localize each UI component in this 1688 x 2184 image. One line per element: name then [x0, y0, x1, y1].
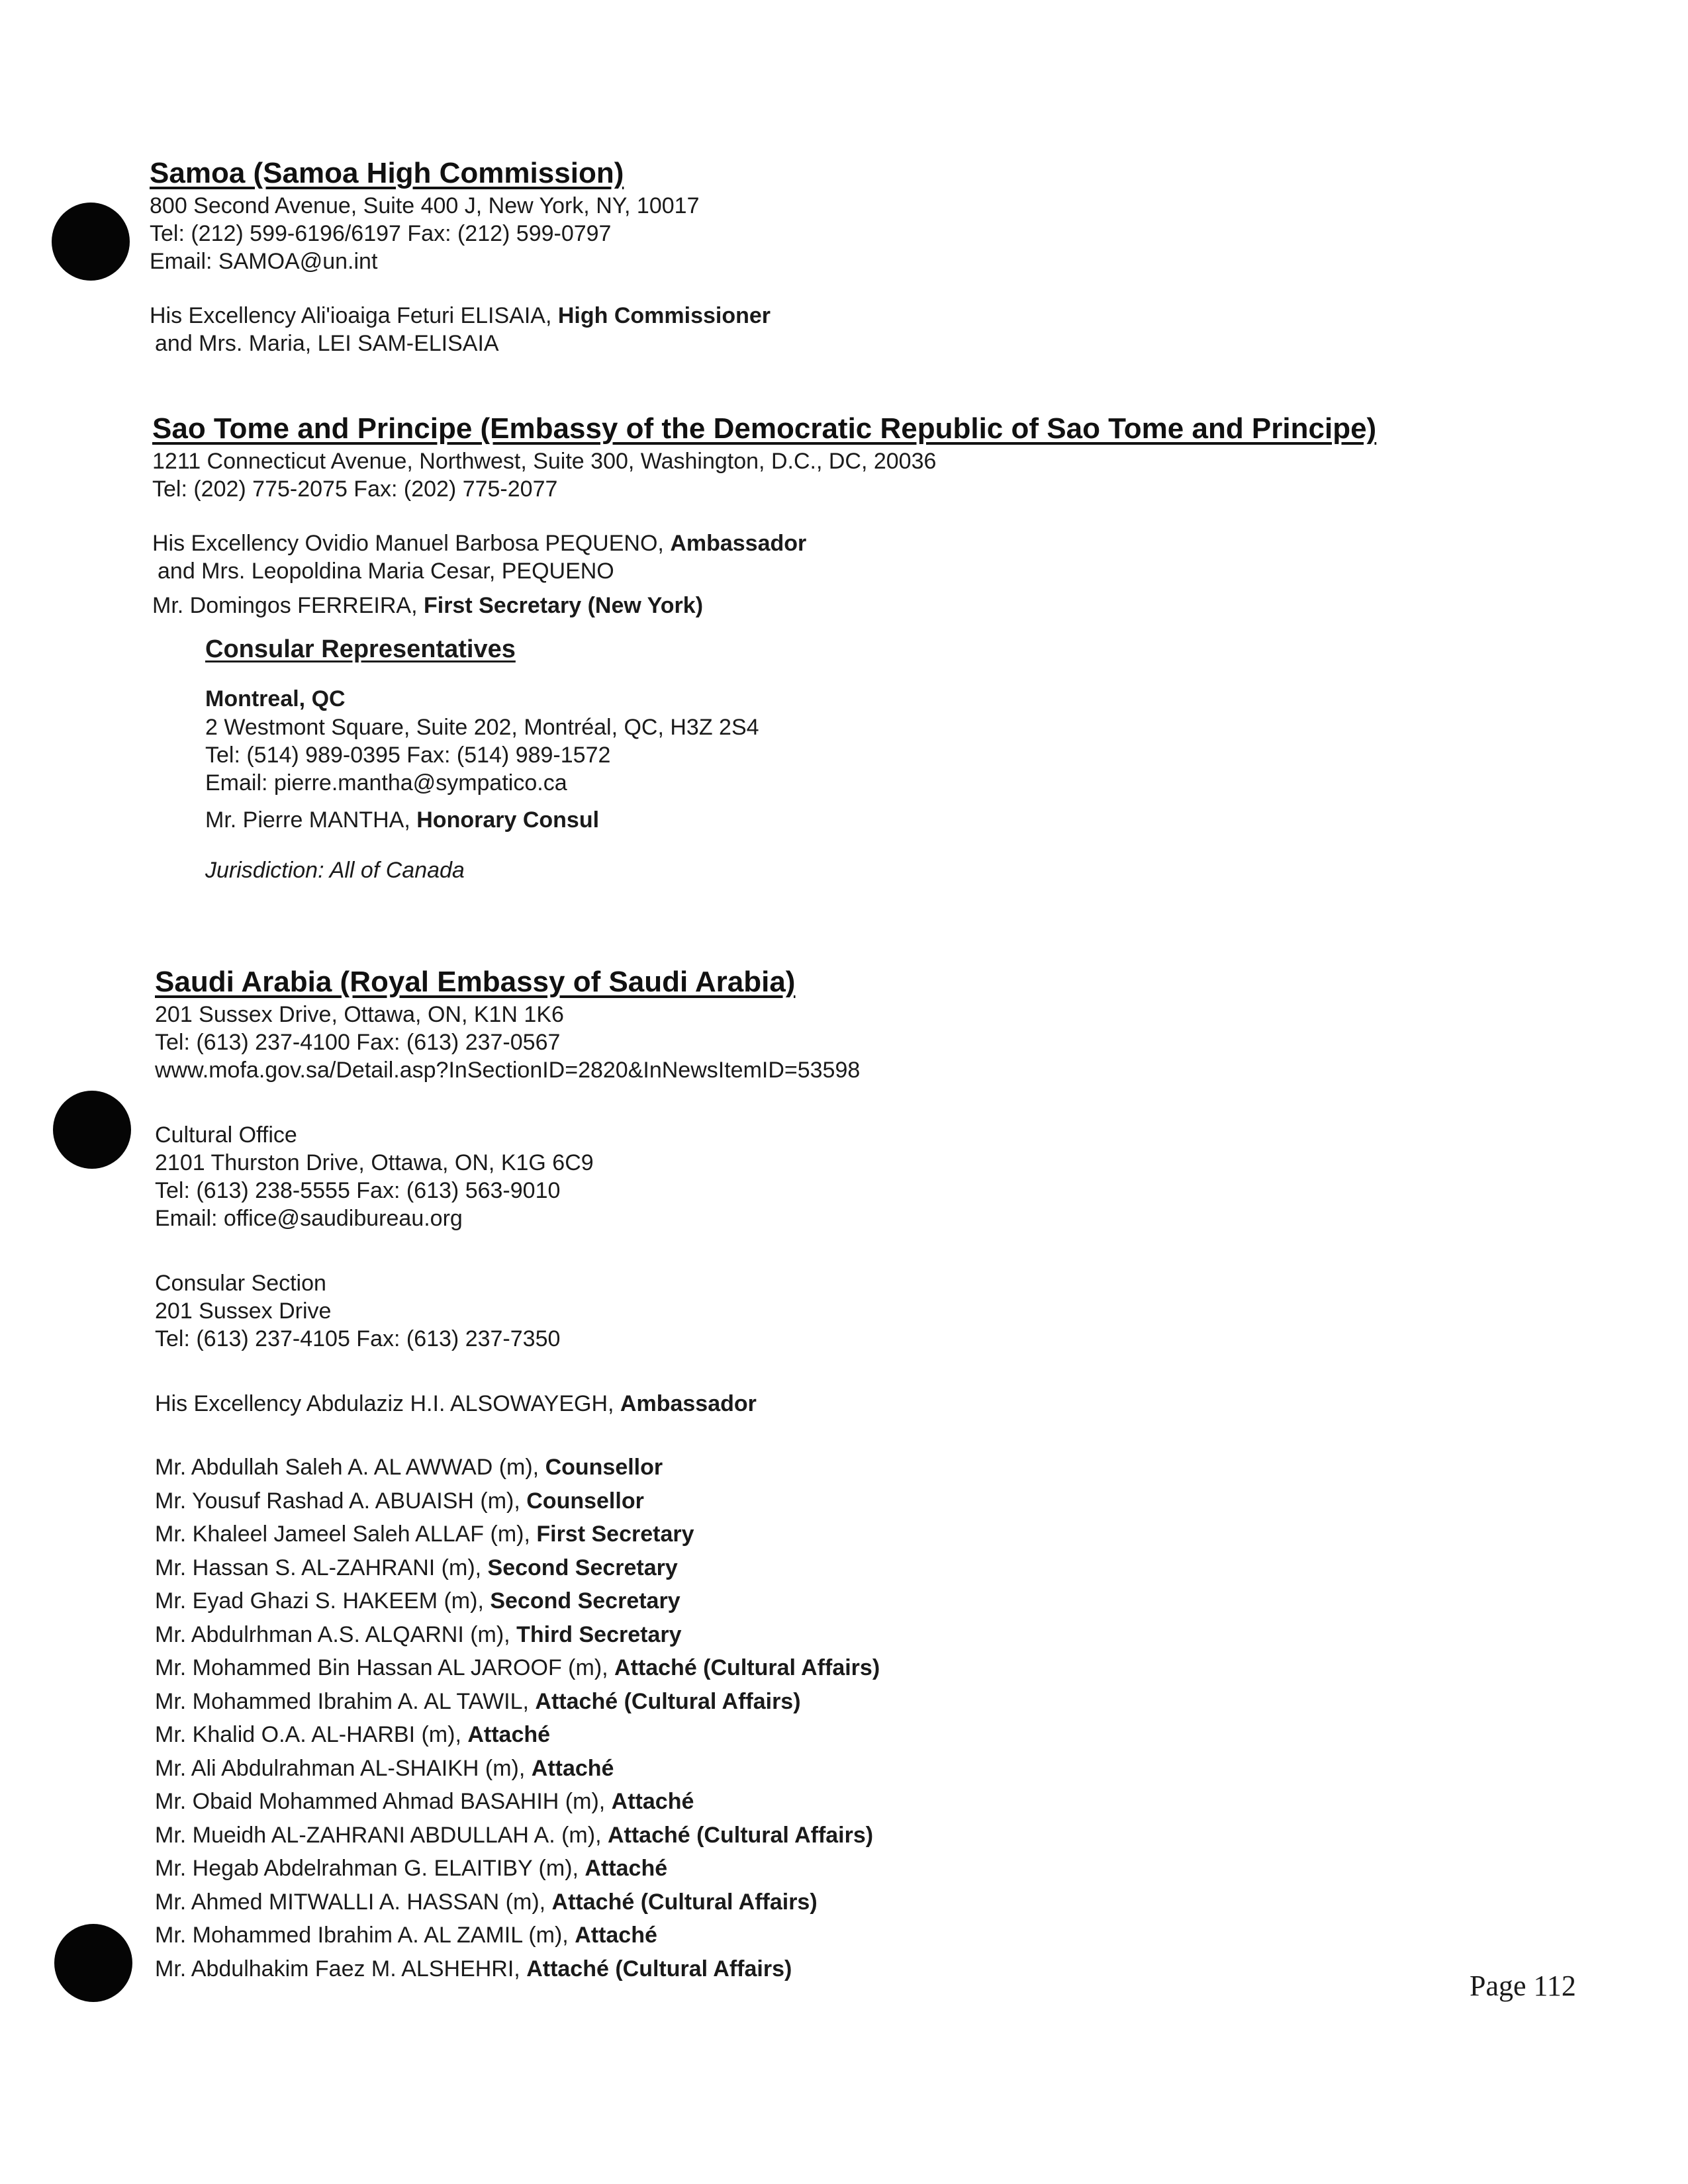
- person-name: Mr. Mohammed Ibrahim A. AL TAWIL,: [155, 1688, 536, 1714]
- page-number: Page 112: [1470, 1970, 1576, 2002]
- consular-section-label: Consular Section: [155, 1271, 326, 1296]
- person-title: Attaché: [585, 1856, 668, 1881]
- person-title: Attaché: [467, 1722, 551, 1747]
- staff-list: [155, 1451, 1677, 1985]
- person-title: Attaché: [575, 1923, 657, 1948]
- consular-block: [152, 633, 1675, 884]
- staff-row: [155, 1518, 1677, 1551]
- jurisdiction: Jurisdiction: All of Canada: [205, 858, 465, 883]
- saudi-tel: Tel: (613) 237-4100 Fax: (613) 237-0567: [155, 1030, 561, 1055]
- person-name: Mr. Abdullah Saleh A. AL AWWAD (m),: [155, 1455, 545, 1480]
- person-title: Honorary Consul: [416, 807, 600, 833]
- staff-row: [155, 1886, 1677, 1919]
- person-name: Mr. Yousuf Rashad A. ABUAISH (m),: [155, 1488, 527, 1514]
- consular-person: [205, 806, 1675, 834]
- person-title: Attaché (Cultural Affairs): [607, 1822, 874, 1848]
- person-title: High Commissioner: [557, 303, 771, 328]
- sao-tome-secretary: [152, 592, 1675, 619]
- cultural-office-address: 2101 Thurston Drive, Ottawa, ON, K1G 6C9: [155, 1150, 594, 1175]
- person-name: Mr. Mohammed Bin Hassan AL JAROOF (m),: [155, 1655, 615, 1680]
- sao-tome-ambassador: [152, 529, 1675, 557]
- person-name: Mr. Khaleel Jameel Saleh ALLAF (m),: [155, 1522, 537, 1547]
- sao-tome-section: [152, 410, 1675, 884]
- cultural-office-email: Email: office@saudibureau.org: [155, 1206, 463, 1231]
- person-title: Attaché: [611, 1789, 694, 1814]
- sao-tome-heading: Sao Tome and Principe (Embassy of the Democratic Republic of Sao Tome and Principe): [152, 412, 1377, 445]
- punch-hole-middle: [53, 1091, 131, 1169]
- consular-section-address: 201 Sussex Drive: [155, 1298, 332, 1324]
- person-name: His Excellency Ovidio Manuel Barbosa PEQUENO,: [152, 531, 671, 556]
- person-name: His Excellency Abdulaziz H.I. ALSOWAYEGH,: [155, 1391, 620, 1416]
- person-name: Mr. Hegab Abdelrahman G. ELAITIBY (m),: [155, 1856, 585, 1881]
- staff-row: [155, 1919, 1677, 1952]
- saudi-website: www.mofa.gov.sa/Detail.asp?InSectionID=2820&InNewsItemID=53598: [155, 1058, 861, 1083]
- person-name: Mr. Ali Abdulrahman AL-SHAIKH (m),: [155, 1755, 532, 1781]
- person-name: Mr. Abdulrhman A.S. ALQARNI (m),: [155, 1621, 517, 1647]
- person-title: Counsellor: [526, 1488, 644, 1514]
- person-title: Ambassador: [620, 1391, 757, 1416]
- sao-tome-address: 1211 Connecticut Avenue, Northwest, Suite 300, Washington, D.C., DC, 20036: [152, 449, 937, 474]
- samoa-tel: Tel: (212) 599-6196/6197 Fax: (212) 599-0797: [150, 221, 612, 246]
- staff-row: [155, 1952, 1677, 1986]
- person-title: Second Secretary: [487, 1555, 678, 1580]
- staff-row: [155, 1752, 1677, 1786]
- consular-heading: Consular Representatives: [205, 635, 516, 663]
- person-name: Mr. Hassan S. AL-ZAHRANI (m),: [155, 1555, 488, 1580]
- person-name: Mr. Mueidh AL-ZAHRANI ABDULLAH A. (m),: [155, 1822, 608, 1848]
- staff-row: [155, 1484, 1677, 1518]
- staff-row: [155, 1852, 1677, 1886]
- person-name: Mr. Obaid Mohammed Ahmad BASAHIH (m),: [155, 1789, 612, 1814]
- person-name: Mr. Domingos FERREIRA,: [152, 593, 424, 618]
- person-title: Attaché (Cultural Affairs): [526, 1956, 792, 1981]
- person-title: Ambassador: [670, 531, 807, 556]
- person-name: Mr. Eyad Ghazi S. HAKEEM (m),: [155, 1588, 491, 1614]
- saudi-section: [155, 964, 1677, 1985]
- cultural-office-label: Cultural Office: [155, 1122, 297, 1148]
- samoa-section: [150, 155, 1672, 357]
- consular-city: Montreal, QC: [205, 686, 346, 711]
- consular-address: 2 Westmont Square, Suite 202, Montréal, QC, H3Z 2S4: [205, 715, 759, 740]
- person-title: Second Secretary: [490, 1588, 680, 1614]
- saudi-heading: Saudi Arabia (Royal Embassy of Saudi Arabia): [155, 966, 796, 998]
- samoa-email: Email: SAMOA@un.int: [150, 249, 378, 274]
- person-title: Third Secretary: [516, 1621, 682, 1647]
- person-name: Mr. Khalid O.A. AL-HARBI (m),: [155, 1722, 468, 1747]
- person-title: Counsellor: [545, 1455, 663, 1480]
- person-title: Attaché (Cultural Affairs): [551, 1889, 818, 1915]
- person-name: His Excellency Ali'ioaiga Feturi ELISAIA,: [150, 303, 558, 328]
- samoa-heading: Samoa (Samoa High Commission): [150, 157, 624, 189]
- punch-hole-top: [52, 203, 130, 281]
- saudi-address: 201 Sussex Drive, Ottawa, ON, K1N 1K6: [155, 1002, 564, 1027]
- person-title: Attaché: [531, 1755, 614, 1781]
- person-title: First Secretary (New York): [423, 593, 704, 618]
- person-name: Mr. Ahmed MITWALLI A. HASSAN (m),: [155, 1889, 552, 1915]
- person-name: Mr. Abdulhakim Faez M. ALSHEHRI,: [155, 1956, 527, 1981]
- staff-row: [155, 1819, 1677, 1852]
- staff-row: [155, 1618, 1677, 1652]
- staff-row: [155, 1584, 1677, 1618]
- staff-row: [155, 1685, 1677, 1719]
- staff-row: [155, 1785, 1677, 1819]
- saudi-ambassador: [155, 1390, 1677, 1418]
- staff-row: [155, 1451, 1677, 1484]
- consular-section-tel: Tel: (613) 237-4105 Fax: (613) 237-7350: [155, 1326, 561, 1351]
- consular-tel: Tel: (514) 989-0395 Fax: (514) 989-1572: [205, 743, 611, 768]
- person-title: Attaché (Cultural Affairs): [535, 1688, 801, 1714]
- staff-row: [155, 1718, 1677, 1752]
- samoa-spouse: and Mrs. Maria, LEI SAM-ELISAIA: [155, 331, 499, 356]
- sao-tome-tel: Tel: (202) 775-2075 Fax: (202) 775-2077: [152, 477, 558, 502]
- person-title: Attaché (Cultural Affairs): [614, 1655, 880, 1680]
- sao-tome-spouse: and Mrs. Leopoldina Maria Cesar, PEQUENO: [158, 559, 614, 584]
- punch-hole-bottom: [54, 1924, 132, 2002]
- staff-row: [155, 1551, 1677, 1585]
- cultural-office-tel: Tel: (613) 238-5555 Fax: (613) 563-9010: [155, 1178, 561, 1203]
- samoa-commissioner: [150, 302, 1672, 330]
- person-name: Mr. Mohammed Ibrahim A. AL ZAMIL (m),: [155, 1923, 575, 1948]
- person-title: First Secretary: [536, 1522, 694, 1547]
- consular-email: Email: pierre.mantha@sympatico.ca: [205, 770, 567, 796]
- samoa-address: 800 Second Avenue, Suite 400 J, New York, NY, 10017: [150, 193, 700, 218]
- staff-row: [155, 1651, 1677, 1685]
- person-name: Mr. Pierre MANTHA,: [205, 807, 417, 833]
